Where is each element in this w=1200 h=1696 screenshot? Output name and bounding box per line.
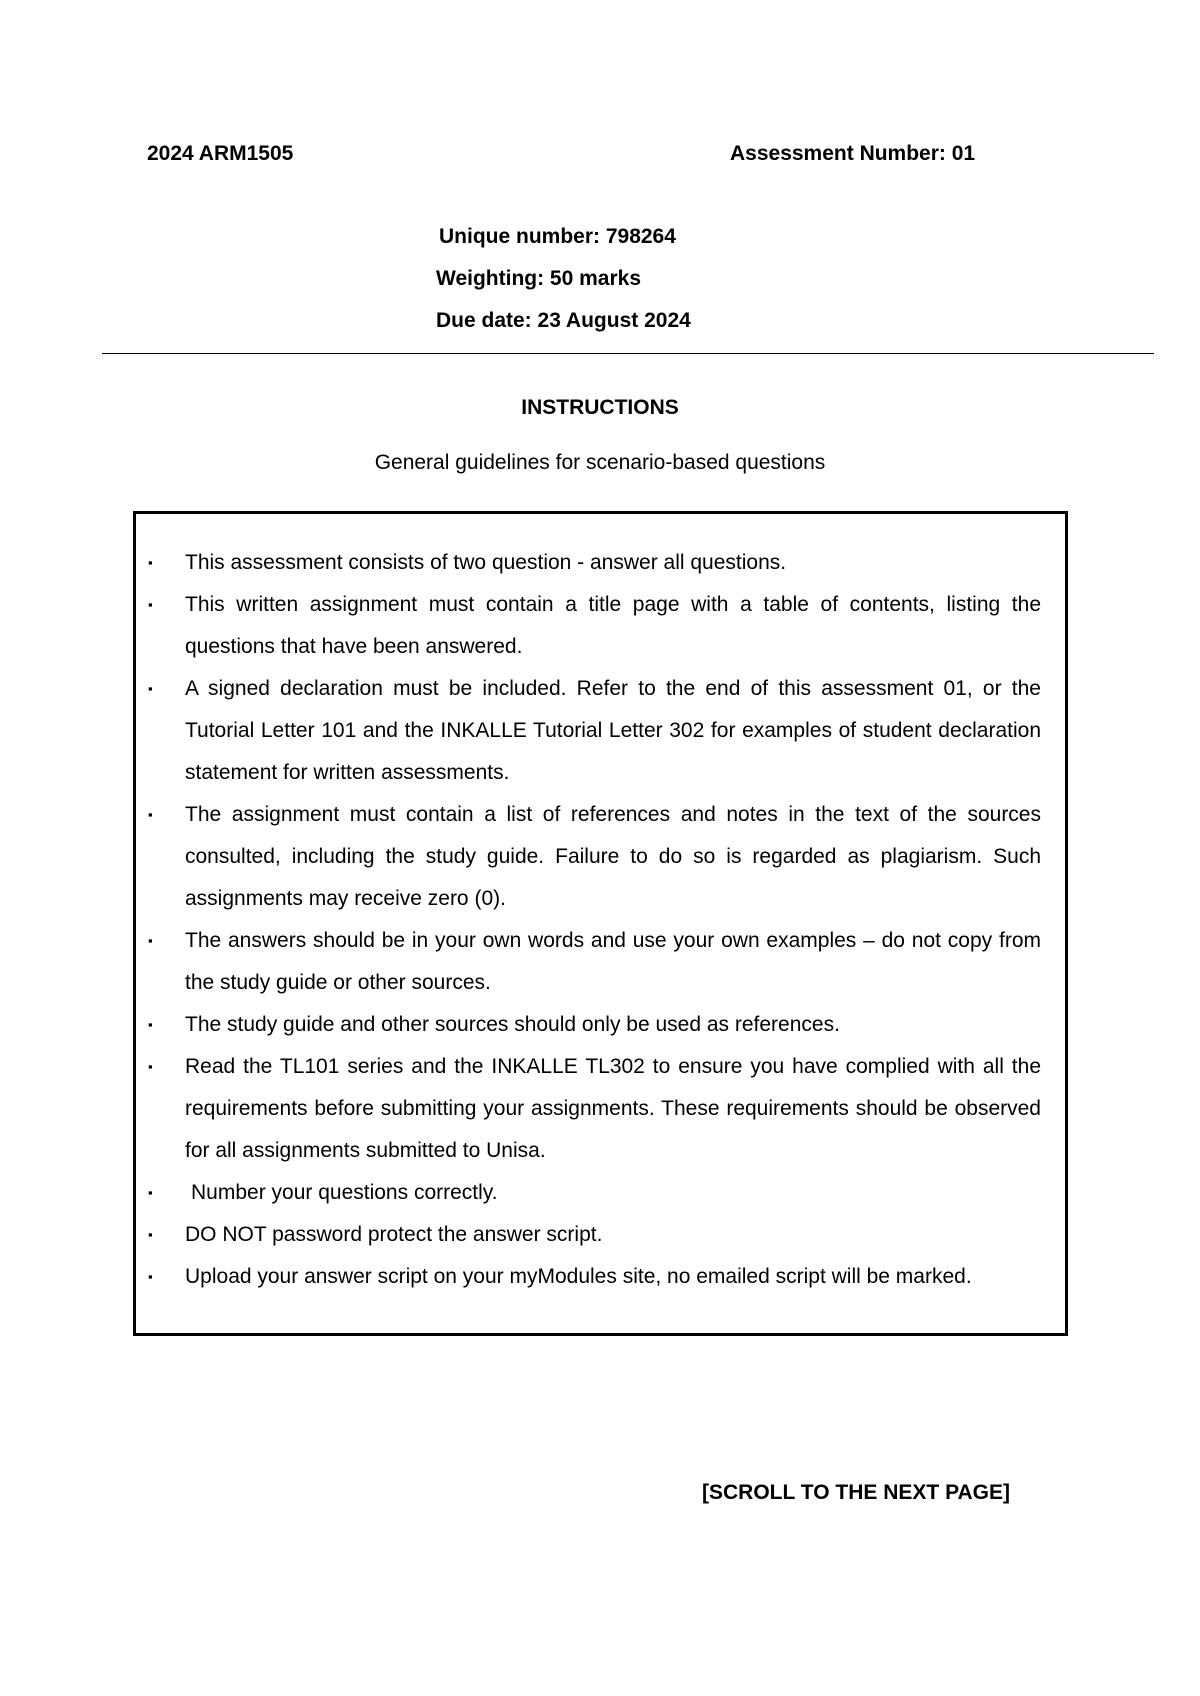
weighting: Weighting: 50 marks bbox=[436, 267, 641, 290]
bullet-icon: ▪ bbox=[148, 1185, 153, 1200]
instruction-item bbox=[136, 1172, 1065, 1214]
instruction-text: This assessment consists of two question - answer all questions. bbox=[185, 551, 787, 574]
instruction-item bbox=[136, 1256, 1065, 1298]
instruction-item bbox=[136, 920, 1065, 1004]
instruction-text: DO NOT password protect the answer script. bbox=[185, 1223, 603, 1246]
instruction-text: The answers should be in your own words and use your own examples – do not copy from the study guide or other sources. bbox=[185, 929, 1041, 994]
instruction-item bbox=[136, 668, 1065, 794]
instruction-text: A signed declaration must be included. Refer to the end of this assessment 01, or the Tutorial Letter 101 and the INKALLE Tutorial Letter 302 for examples of student declaration statement for written assessments. bbox=[185, 677, 1041, 784]
instruction-item bbox=[136, 1214, 1065, 1256]
scroll-next-page-note: [SCROLL TO THE NEXT PAGE] bbox=[702, 1481, 1011, 1504]
course-code: 2024 ARM1505 bbox=[147, 142, 294, 165]
instruction-list bbox=[136, 542, 1065, 1298]
instruction-text: The study guide and other sources should only be used as references. bbox=[185, 1013, 840, 1036]
bullet-icon: ▪ bbox=[148, 597, 153, 612]
instructions-box bbox=[133, 511, 1068, 1336]
instruction-item bbox=[136, 1004, 1065, 1046]
instruction-text: The assignment must contain a list of references and notes in the text of the sources consulted, including the study guide. Failure to do so is regarded as plagiarism. Such assignments may receive zero (0). bbox=[185, 803, 1041, 910]
due-date: Due date: 23 August 2024 bbox=[436, 309, 691, 332]
bullet-icon: ▪ bbox=[148, 933, 153, 948]
bullet-icon: ▪ bbox=[148, 555, 153, 570]
instruction-item bbox=[136, 584, 1065, 668]
bullet-icon: ▪ bbox=[148, 1017, 153, 1032]
instruction-item bbox=[136, 1046, 1065, 1172]
assessment-number: Assessment Number: 01 bbox=[730, 142, 976, 165]
guidelines-subtitle: General guidelines for scenario-based questions bbox=[374, 451, 826, 474]
header-divider bbox=[102, 353, 1154, 354]
bullet-icon: ▪ bbox=[148, 1059, 153, 1074]
bullet-icon: ▪ bbox=[148, 1269, 153, 1284]
instruction-item bbox=[136, 794, 1065, 920]
instruction-text: Read the TL101 series and the INKALLE TL302 to ensure you have complied with all the requirements before submitting your assignments. These requirements should be observed for all assignments submitted to Unisa. bbox=[185, 1055, 1041, 1162]
instruction-item bbox=[136, 542, 1065, 584]
bullet-icon: ▪ bbox=[148, 807, 153, 822]
unique-number: Unique number: 798264 bbox=[439, 225, 676, 248]
instruction-text: Upload your answer script on your myModules site, no emailed script will be marked. bbox=[185, 1265, 972, 1288]
instruction-text: Number your questions correctly. bbox=[191, 1181, 498, 1204]
instructions-heading: INSTRUCTIONS bbox=[521, 396, 679, 419]
bullet-icon: ▪ bbox=[148, 681, 153, 696]
bullet-icon: ▪ bbox=[148, 1227, 153, 1242]
instruction-text: This written assignment must contain a title page with a table of contents, listing the questions that have been answered. bbox=[185, 593, 1041, 658]
